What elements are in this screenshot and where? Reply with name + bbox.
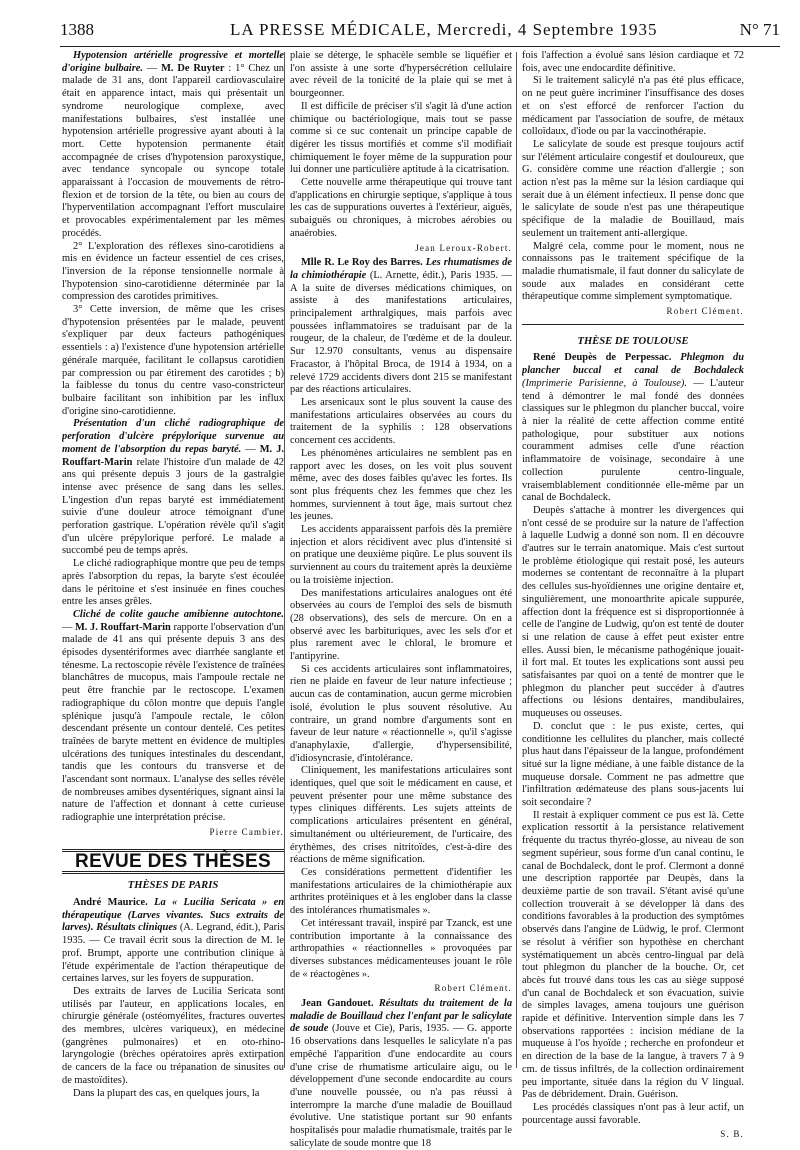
column-3 [522, 50, 744, 1141]
thesis-paragraph: Cette nouvelle arme thérapeutique qui trouve tant d'applications en chirurgie septique, s'applique à tous les cas de suppurations ouvertes à l'extérieur, aiguës, subaiguës ou chroniques, à microbes aérobies ou anaérobies. [290, 177, 512, 239]
thesis-author: André Maurice. [73, 897, 148, 908]
thesis-paragraph: Malgré cela, comme pour le moment, nous ne connaissons pas le traitement spécifique de la maladie rhumatismale, il faut donner du salicylate de soude aux malades en considérant cette thérapeutique comme simplement symptomatique. [522, 240, 744, 303]
thesis-paragraph: Les phénomènes articulaires ne semblent pas en rapport avec les doses, on les voit plus souvent même, avec des doses faibles qu'avec les fortes. Ils sont plus fréquents chez les femmes que chez les hommes, surviennent à tout âge, mais surtout chez les jeunes. [290, 447, 512, 523]
article-paragraph: 3° Cette inversion, de même que les crises d'hypotension présentées par le malade, peuvent s'expliquer par deux facteurs pathogéniques essentiels : a) l'existence d'une hypotension artérielle générale marquée, facilitant le collapsus carotidien par compression ou par étirement des carotides ; b) la faiblesse du tonus du centre vaso-constricteur bulbaire facilitant son inhibition par les influx d'origine sino-carotidienne. [62, 304, 284, 417]
thesis-paragraph: Il est difficile de préciser s'il s'agit là d'une action chimique ou bactériologique, mais tout se passe comme si ce suc contenait un principe capable de digérer les tissus mortifiés et comme s'il modifiait chimiquement le foyer même de la suppuration pour lui donner une particulière aptitude à la cicatrisation. [290, 100, 512, 176]
thesis-paragraph: Mlle R. Le Roy des Barres. Les rhumatismes de la chimiothérapie (L. Arnette, édit.), Paris 1935. — A la suite de diverses médications chimiques, on assiste à des manifestations articulaires, principalement arthralgiques, mais parfois avec poussées inflammatoires se traduisant par de la rougeur, de la chaleur, de l'œdème et de la douleur. Sur 12.970 consultants, venus au dispensaire Fracastor, à l'hôpital Broca, de 1914 à 1934, on a relevé 1729 accidents divers dont 215 se manifestant par des réactions articulaires. [290, 257, 512, 396]
article-author: M. De Ruyter [161, 62, 225, 74]
thesis-paragraph: André Maurice. La « Lucilia Sericata » en thérapeutique (Larves vivantes. Sucs extraits de larves). Résultats cliniques (A. Legrand, édit.), Paris 1935. — Ce travail écrit sous la direction de M. le prof. Brumpt, apporte une contribution clinique à l'étude expérimentale de l'action thérapeutique de certaines larves, sur les foyers de suppuration. [62, 897, 284, 985]
thesis-paragraph: Dans la plupart des cas, en quelques jours, la [73, 1087, 260, 1099]
thesis-paragraph: Ces considérations permettent d'identifier les manifestations articulaires de la chimiothérapie aux arthrites protéiniques et à les englober dans la classe des intolérances rhumatismales ». [290, 867, 512, 917]
column-1 [62, 50, 284, 1100]
section-heading: THÈSES DE PARIS [127, 880, 219, 892]
thesis-author: Mlle R. Le Roy des Barres. [301, 257, 423, 269]
column-2 [290, 50, 512, 1150]
thesis-title: Les rhumatismes de la chimiothérapie [290, 257, 512, 281]
thesis-paragraph: Cliniquement, les manifestations articulaires sont identiques, quel que soit le médicament en cause, et peuvent présenter pour une même substance des types cliniques différents. Les sujets atteints de complications articulaires présentent en général, simultanément ou ultérieurement, de l'urticaire, des érythèmes, des crises nitritoïdes, c'est-à-dire des réactions de même signification. [290, 765, 512, 866]
issue-number: N° 71 [739, 20, 780, 39]
signature: Robert Clément. [434, 983, 512, 994]
header-rule [60, 46, 780, 47]
column-divider [284, 52, 285, 1068]
thesis-paragraph: plaie se déterge, le sphacèle semble se liquéfier et l'on assiste à une sorte d'hypersécrétion cellulaire avec réveil de la tonicité de la plaie qui se met à bourgeonner. [290, 50, 512, 100]
thesis-paragraph: Si le traitement salicylé n'a pas été plus efficace, on ne peut guère incriminer l'insuffisance des doses et on s'est efforcé de renforcer l'action du médicament par l'association de soufre, de métaux colloïdaux, d'iode ou par la vaccinothérapie. [522, 75, 744, 138]
article-title: Hypotension artérielle progressive et mortelle d'origine bulbaire. [62, 50, 284, 74]
thesis-paragraph: Le salicylate de soude est presque toujours actif sur l'élément articulaire congestif et douloureux, que G. considère comme une réaction d'allergie ; son action n'est pas la même sur la lésion cardiaque qui serait due à un élément infectieux. Il pense donc que le salicylate de soude n'est pas une thérapeutique spécifique de la maladie de Bouillaud, mais seulement un traitement anti-allergique. [522, 138, 744, 239]
signature: Jean Leroux-Robert. [415, 242, 512, 253]
thesis-paragraph: Les procédés classiques n'ont pas à leur actif, un pourcentage aussi favorable. [522, 1101, 744, 1126]
article-paragraph: Présentation d'un cliché radiographique de perforation d'ulcère prépylorique survenue au moment de l'absorption du repas baryté. — M. J. Rouffart-Marin relate l'histoire d'un malade de 42 ans qui présente depuis 3 jours de la gastralgie intense avec présence de sang dans les selles. L'ingestion d'un repas baryté est immédiatement suivie d'une douleur atroce témoignant d'une perforation gastrique. L'opération révèle qu'il s'agit d'un ulcère prépylorique perforé. Le malade a succombé peu de temps après. [62, 418, 284, 557]
thesis-paragraph: Deupès s'attache à montrer les divergences qui n'ont cessé de se produire sur la nature de l'affection à laquelle Ludwig a donné son nom. Il en découvre d'autres sur le terrain anatomique. Mais c'est surtout le problème étiologique qui restait posé, les auteurs modernes se contentant de reconnaître à la plupart des cellules sus-hyoïdiennes une origine dentaire et, singulièrement, une monoarthrite apicale suppurée, affection dont la fréquence est si disproportionnée à celle de l'angine de Ludwig, qu'on est tenté de douter si une relation de cause à effet peut exister entre elles. Aussi bien, le mécanisme pathogénique jouait-il fort mal. Et toutes les explications sont aussi peu satisfaisantes par quoi on a tenté de montrer que le phlegmon du plancher peut succéder à d'autres affections ou lésions dentaires, mandibulaires, muqueuses ou osseuses. [522, 504, 744, 720]
signature: Robert Clément. [666, 306, 744, 317]
article-author: M. J. Rouffart-Marin [75, 621, 171, 633]
article-paragraph: Le cliché radiographique montre que peu de temps après l'absorption du repas, la baryte s'est écoulée dans le péritoine et s'est insinuée en fines couches entre les anses grêles. [62, 558, 284, 608]
thesis-paragraph: Jean Gandouet. Résultats du traitement de la maladie de Bouillaud chez l'enfant par le salicylate de soude (Jouve et Cie), Paris, 1935. — G. apporte 16 observations dans lesquelles le salicylate n'a pas empêché l'apparition d'une endocardite au cours d'une crise de rhumatisme articulaire aigu, ou le développement d'une seconde endocardite au cours d'une nouvelle poussée, ou n'a pas réussi à interrompre la marche d'une maladie de Bouillaud évolutive. Une statistique portant sur 90 enfants hospitalisés pour maladie rhumatismale, traités par le salicylate de soude montre que 18 [290, 998, 512, 1149]
article-title: Cliché de colite gauche amibienne autochtone. [73, 608, 284, 620]
page-number: 1388 [60, 20, 94, 39]
thesis-paragraph: Il restait à expliquer comment ce pus est là. Cette explication ressortit à la persistance relativement fréquente du tractus thyréo-glosse, au niveau de son segment supérieur, sous forme d'un canal continu, le canal de Bochdaleck, dont le prof. Clermont a donné une description rapportée par Deupès, dans la deuxième partie de son travail. S'étant avisé qu'une collection trouverait à se développer là dans des conditions favorables à la production des symptômes observés dans l'angine de Lüdwig, le prof. Clermont se résolut à vérifier son hypothèse en cherchant systématiquement un abcès centro-lingual par delà tout phlegmon du plancher de la bouche. Or, cet abcès fut trouvé dans tous les cas au siège supposé d'un canal de Bochdaleck et son évacuation, suivie de simples lavages, amena toujours une guérison rapide et définitive. Intervention simple dans les 7 observations rapportées : incision médiane de la muqueuse à l'os hyoïde ; recherche en profondeur et en direction de la base de la langue, à travers 7 à 9 cm. de tissus infiltrés, de la collection ordinairement peu importante, située dans la région du V lingual. Pas de débridement. Drain. Guérison. [522, 809, 744, 1101]
signature: S. B. [720, 1129, 744, 1140]
column-divider [516, 52, 517, 1068]
article-title: Présentation d'un cliché radiographique de perforation d'ulcère prépylorique survenue au moment de l'absorption du repas baryté. [62, 418, 284, 455]
thesis-paragraph: Des extraits de larves de Lucilia Sericata sont utilisés par l'auteur, en applications locales, en chirurgie générale (ostéomyélites, fractures ouvertes des membres, ulcères variqueux), en médecine (gangrènes pulmonaires) et en oto-rhino-laryngologie (brèches opératoires après extirpation de cancers de la face ou trépanation de sinusites ou de mastoïdites). [62, 985, 284, 1086]
article-paragraph: 2° L'exploration des réflexes sino-carotidiens a mis en évidence un facteur essentiel de ces crises, l'inversion de la réponse tensionnelle normale à l'hypotension sino-carotidienne déterminée par la compression des carotides primitives. [62, 240, 284, 303]
thesis-paragraph: Des manifestations articulaires analogues ont été observées au cours de l'emploi des sels de bismuth (28 observations), des sels de mercure. On en a observé avec les barbituriques, avec les sels d'or et plus rarement avec le chloral, le bromure et l'antipyrine. [290, 587, 512, 663]
section-heading: THÈSE DE TOULOUSE [577, 335, 689, 347]
page-header [60, 20, 780, 44]
article-paragraph: Cliché de colite gauche amibienne autochtone. — M. J. Rouffart-Marin rapporte l'observation d'un malade de 41 ans qui présente depuis 3 ans des épisodes dysentériformes avec diarrhée sanglante et ténesme. La rectoscopie révèle l'existence de traînées blanchâtres de mucopus, mais l'ampoule rectale ne peut être franchie par le rectoscope. L'examen radiographique du côlon montre que depuis l'angle splénique jusqu'à l'ampoule rectale, le côlon descendant présente un contour dentelé. Ces petites traînées de baryte mettent en évidence de multiples ulcérations des tuniques intestinales du descendant, tandis que les contours du transverse et de l'ascendant sont normaux. L'analyse des selles révèle de nombreuses amibes dysentériques, signant ainsi la nature de l'affection et donnant à cette curieuse radiographie une interprétation précise. [62, 608, 284, 824]
journal-title: LA PRESSE MÉDICALE, Mercredi, 4 Septembre 1935 [230, 20, 658, 39]
thesis-author: René Deupès de Perpessac. [533, 352, 672, 364]
thesis-author: Jean Gandouet. [301, 998, 374, 1010]
thesis-title: Résultats du traitement de la maladie de Bouillaud chez l'enfant par le salicylate de soude [290, 998, 512, 1035]
signature: Pierre Cambier. [209, 826, 284, 837]
thesis-paragraph: Les accidents apparaissent parfois dès la première injection et alors récidivent avec plus d'intensité si on pratique une deuxième piqûre. Le plus souvent ils surviennent au cours du traitement après la deuxième ou la troisième injection. [290, 524, 512, 586]
article-author: M. J. Rouffart-Marin [62, 443, 284, 468]
thesis-paragraph: fois l'affection a évolué sans lésion cardiaque et 72 fois, avec une endocardite définitive. [522, 50, 744, 74]
article-paragraph: Hypotension artérielle progressive et mortelle d'origine bulbaire. — M. De Ruyter : 1° Chez un malade de 31 ans, dont l'appareil cardiovasculaire était en apparence intact, mais qui présentait un syndrome neurologique complexe, avec manifestations bulbaires, s'est installée une hypotension artérielle progressive ayant abouti à la mort. Cette hypotension permanente était accompagnée de crises d'hypotension paroxystique, avec tendance syncopale ou syncope totale apparaissant à l'occasion de mouvements de rétro-flexion et de torsion de la tête, ou bien au cours de l'hyperventilation accompagnant l'effort musculaire et provocables expérimentalement par les mêmes procédés. [62, 50, 284, 239]
thesis-paragraph: René Deupès de Perpessac. Phlegmon du plancher buccal et canal de Bochdaleck (Imprimerie Parisienne, à Toulouse). — L'auteur tend à démontrer le mal fondé des données classiques sur le phlegmon du plancher buccal, voire à nier la réalité de cette affection comme entité pathologique, pour substituer aux notions couramment admises celle d'une réaction inflammatoire de voisinage, secondaire à une collection purulente centro-linguale, vraisemblablement conditionnée elle-même par un canal de Bochdaleck. [522, 352, 744, 504]
thesis-paragraph: D. conclut que : le pus existe, certes, qui conditionne les cellulites du plancher, mais collecté plus haut dans l'épaisseur de la langue, profondément situé sur la ligne médiane, à une faible distance de la muqueuse dorsale. Comment ne pas admettre que l'infiltration œdémateuse des plans sous-jacents lui soit secondaire ? [522, 720, 744, 809]
thesis-title: La « Lucilia Sericata » en thérapeutique (Larves vivantes. Sucs extraits de larves). Résultats cliniques [62, 897, 284, 934]
thesis-paragraph: Si ces accidents articulaires sont inflammatoires, rien ne plaide en faveur de leur nature infectieuse ; aucun cas de contamination, aucun germe microbien isolé, évolution le plus souvent résolutive. Au contraire, un grand nombre d'arguments sont en faveur de leur nature « réactionnelle », qu'il s'agisse d'anaphylaxie, d'allergie, d'hypersensibilité, d'idiosyncrasie, d'intolérance. [290, 663, 512, 764]
thesis-title: Phlegmon du plancher buccal et canal de Bochdaleck [522, 352, 744, 377]
thesis-paragraph: Les arsenicaux sont le plus souvent la cause des manifestations articulaires observées au cours du traitement de la syphilis : 128 observations concernent ces accidents. [290, 396, 512, 447]
thesis-paragraph: Cet intéressant travail, inspiré par Tzanck, est une contribution importante à la connaissance des arthropathies « réactionnelles » provoquées par diverses substances médicamenteuses jouant le rôle de « réactogènes ». [290, 917, 512, 980]
section-banner: REVUE DES THÈSES [62, 849, 284, 875]
